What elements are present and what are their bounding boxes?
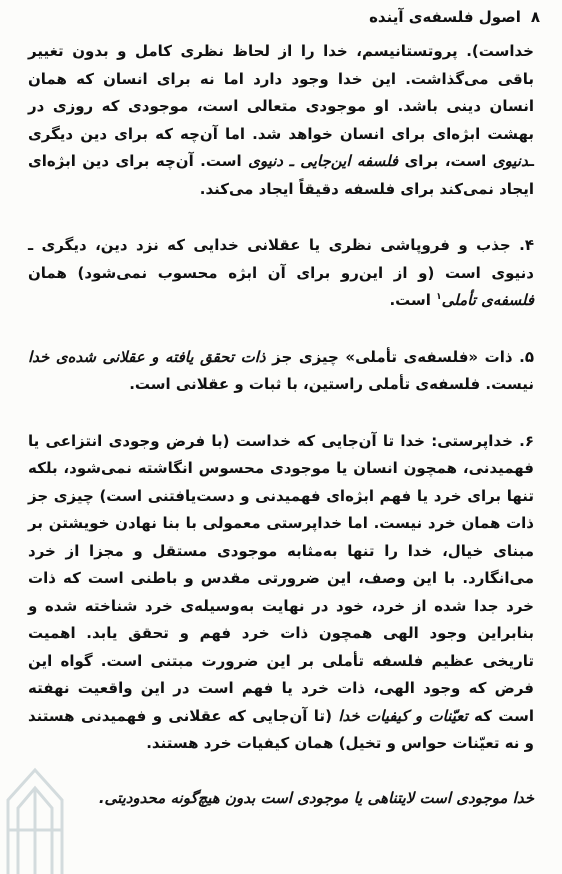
chapter-title: اصول فلسفه‌ی آینده bbox=[369, 8, 521, 26]
footnote-marker[interactable]: ۱ bbox=[436, 292, 442, 302]
paragraph-5 bbox=[28, 344, 534, 399]
text-run: ۴. جذب و فروپاشی نظری یا عقلانی خدایی که نزد دین، دیگری ـ دنیوی است (و از این‌رو برای آن ابژه محسوب نمی‌شود) همان bbox=[28, 236, 534, 282]
text-run: (تا آن‌جایی که عقلانی و فهمیدنی هستند و نه تعیّنات حواس و تخیل) همان کیفیات خرد هستند. bbox=[28, 706, 534, 752]
text-line: است. آن‌چه برای دین ابژه‌ای ایجاد نمی‌کند برای فلسفه دقیقاً ایجاد می‌کند. bbox=[28, 152, 534, 198]
paragraph-6 bbox=[28, 428, 534, 758]
closing-statement: خدا موجودی است لایتناهی یا موجودی است بدون هیچ‌گونه محدودیتی. bbox=[98, 788, 534, 807]
text-line: شد. اما آن‌چه که برای دین دیگری bbox=[28, 124, 282, 143]
library-stamp-icon bbox=[0, 760, 70, 874]
paragraph-gap bbox=[28, 203, 534, 232]
text-line: موجودی متعالی است، موجودی که روزی در بهشت ابژه‌ای برای انسان خواهد bbox=[28, 97, 534, 143]
body-text bbox=[28, 38, 534, 812]
page-number: ۸ bbox=[530, 8, 540, 26]
text-line: است، برای bbox=[398, 152, 493, 170]
text-run: ۵. ذات «فلسفه‌ی تأملی» چیزی جز bbox=[265, 347, 534, 366]
paragraph-gap bbox=[28, 315, 534, 344]
emphasis-text: فلسفه‌ی تأملی bbox=[441, 291, 534, 309]
text-run: ۶. خداپرستی: خدا تا آن‌جایی که خداست (با فرض وجودی انتزاعی یا فهمیدنی، همچون انسان یا موجودی محسوس انگاشته نمی‌شود، بلکه تنها برای خرد یا فهم ابژه‌ای فهمیدنی و دست‌یافتنی است) چیزی جز ذات همان خرد نیست. اما خداپرستی معمولی با بنا نهادن خویشتن بر مبنای خیال، خدا را تنها به‌مثابه موجودی مستقل و مجزا از خرد می‌انگارد. با این وصف، این ضرورتی مقدس و باطنی است که ذات خرد جدا شده از خرد، خود در نهایت به‌وسیله‌ی خرد شناخته شده و بنابراین وجود الهی همچون ذات خرد فهم و تحقق یابد. اهمیت تاریخی عظیم فلسفه تأملی بر این ضرورت مبتنی است. گواه این فرض که وجود الهی، ذات خرد یا فهم است در این واقعیت نهفته است که bbox=[28, 431, 534, 725]
paragraph-gap bbox=[28, 399, 534, 428]
emphasis-text: ذات تحقق یافته و عقلانی شده‌ی خدا bbox=[28, 347, 266, 366]
text-run: است. bbox=[389, 291, 437, 309]
text-line: خداست). پروتستانیسم، خدا را از لحاظ نظری کامل و بدون تغییر باقی bbox=[28, 42, 534, 88]
emphasis-text: فلسفه این‌جایی ـ دنیوی bbox=[248, 152, 399, 170]
emphasis-text: دنیوی bbox=[492, 152, 529, 170]
text-run: نیست. فلسفه‌ی تأملی راستین، با ثبات و عقلانی است. bbox=[129, 375, 534, 393]
emphasis-text: تعیّنات و کیفیات خدا bbox=[338, 706, 468, 725]
text-line: می‌گذاشت. این خدا وجود دارد اما نه برای انسان که همان انسان دینی باشد. او bbox=[28, 69, 534, 115]
paragraph-continuation: خداست). پروتستانیسم، خدا را از لحاظ نظری کامل و بدون تغییر باقی می‌گذاشت. این خدا وجود دارد اما نه برای انسان که همان انسان دینی باشد. او موجودی متعالی است، موجودی که روزی در بهشت ابژه‌ای برای انسان خواهد شد. اما آن‌چه که برای دین دیگری ـدنیوی است، برای فلسفه این‌جایی ـ دنیوی است. آن‌چه برای دین ابژه‌ای ایجاد نمی‌کند برای فلسفه دقیقاً ایجاد می‌کند. bbox=[28, 42, 534, 198]
paragraph-4 bbox=[28, 232, 534, 315]
paragraph-gap bbox=[28, 758, 534, 785]
running-head bbox=[22, 6, 540, 28]
